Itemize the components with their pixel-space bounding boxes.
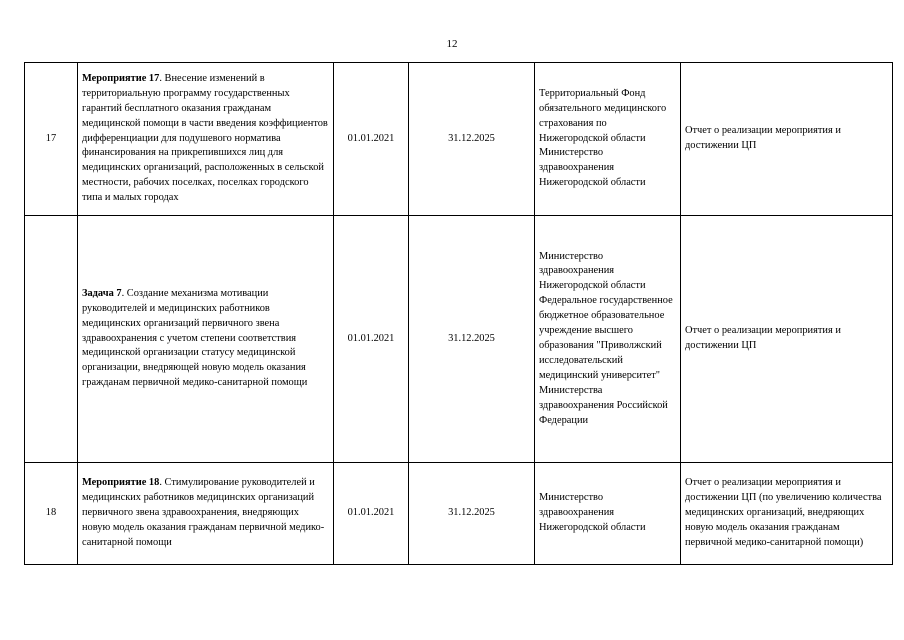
result: Отчет о реализации мероприятия и достижении ЦП (по увеличению количества медицинских организаций, внедряющих новую модель оказания гражданам первичной медико-санитарной помощи) <box>681 463 893 565</box>
start-date: 01.01.2021 <box>334 463 409 565</box>
task-text: . Создание механизма мотивации руководителей и медицинских работников медицинских организаций первичного звена здравоохранения с учетом степени соответствия медицинской организации статусу медицинской организации, внедряющей новую модель оказания гражданам первичной медико-санитарной помощи <box>82 287 308 389</box>
row-number <box>25 216 78 463</box>
result: Отчет о реализации мероприятия и достижении ЦП <box>681 63 893 216</box>
executor: Министерство здравоохранения Нижегородской области <box>535 463 681 565</box>
measure-text: . Внесение изменений в территориальную программу государственных гарантий бесплатного оказания гражданам медицинской помощи в части введения коэффициентов дифференциации для подушевого норматива финансирования на прикрепившихся лиц для медицинских организаций, расположенных в сельской местности, рабочих поселках, поселках городского типа и малых городах <box>82 72 328 204</box>
measure-description <box>78 463 334 565</box>
page-number: 12 <box>446 38 458 50</box>
table-row <box>25 463 893 565</box>
executor: Территориальный Фонд обязательного медицинского страхования по Нижегородской области Министерство здравоохранения Нижегородской области <box>535 63 681 216</box>
row-number: 17 <box>25 63 78 216</box>
executor: Министерство здравоохранения Нижегородской области Федеральное государственное бюджетное образовательное учреждение высшего образования "Приволжский исследовательский медицинский университет" Министерства здравоохранения Российской Федерации <box>535 216 681 463</box>
table-row <box>25 216 893 463</box>
start-date: 01.01.2021 <box>334 216 409 463</box>
end-date: 31.12.2025 <box>409 463 535 565</box>
result: Отчет о реализации мероприятия и достижении ЦП <box>681 216 893 463</box>
measure-title: Мероприятие 18 <box>82 477 160 489</box>
end-date: 31.12.2025 <box>409 63 535 216</box>
measure-text: . Стимулирование руководителей и медицинских работников медицинских организаций первичного звена здравоохранения, внедряющих новую модель оказания гражданам первичной медико-санитарной помощи <box>82 477 325 548</box>
table-row <box>25 63 893 216</box>
task-description <box>78 216 334 463</box>
measure-title: Мероприятие 17 <box>82 72 160 84</box>
start-date: 01.01.2021 <box>334 63 409 216</box>
measures-table <box>24 62 893 565</box>
row-number: 18 <box>25 463 78 565</box>
measure-description <box>78 63 334 216</box>
task-title: Задача 7 <box>82 287 122 299</box>
end-date: 31.12.2025 <box>409 216 535 463</box>
